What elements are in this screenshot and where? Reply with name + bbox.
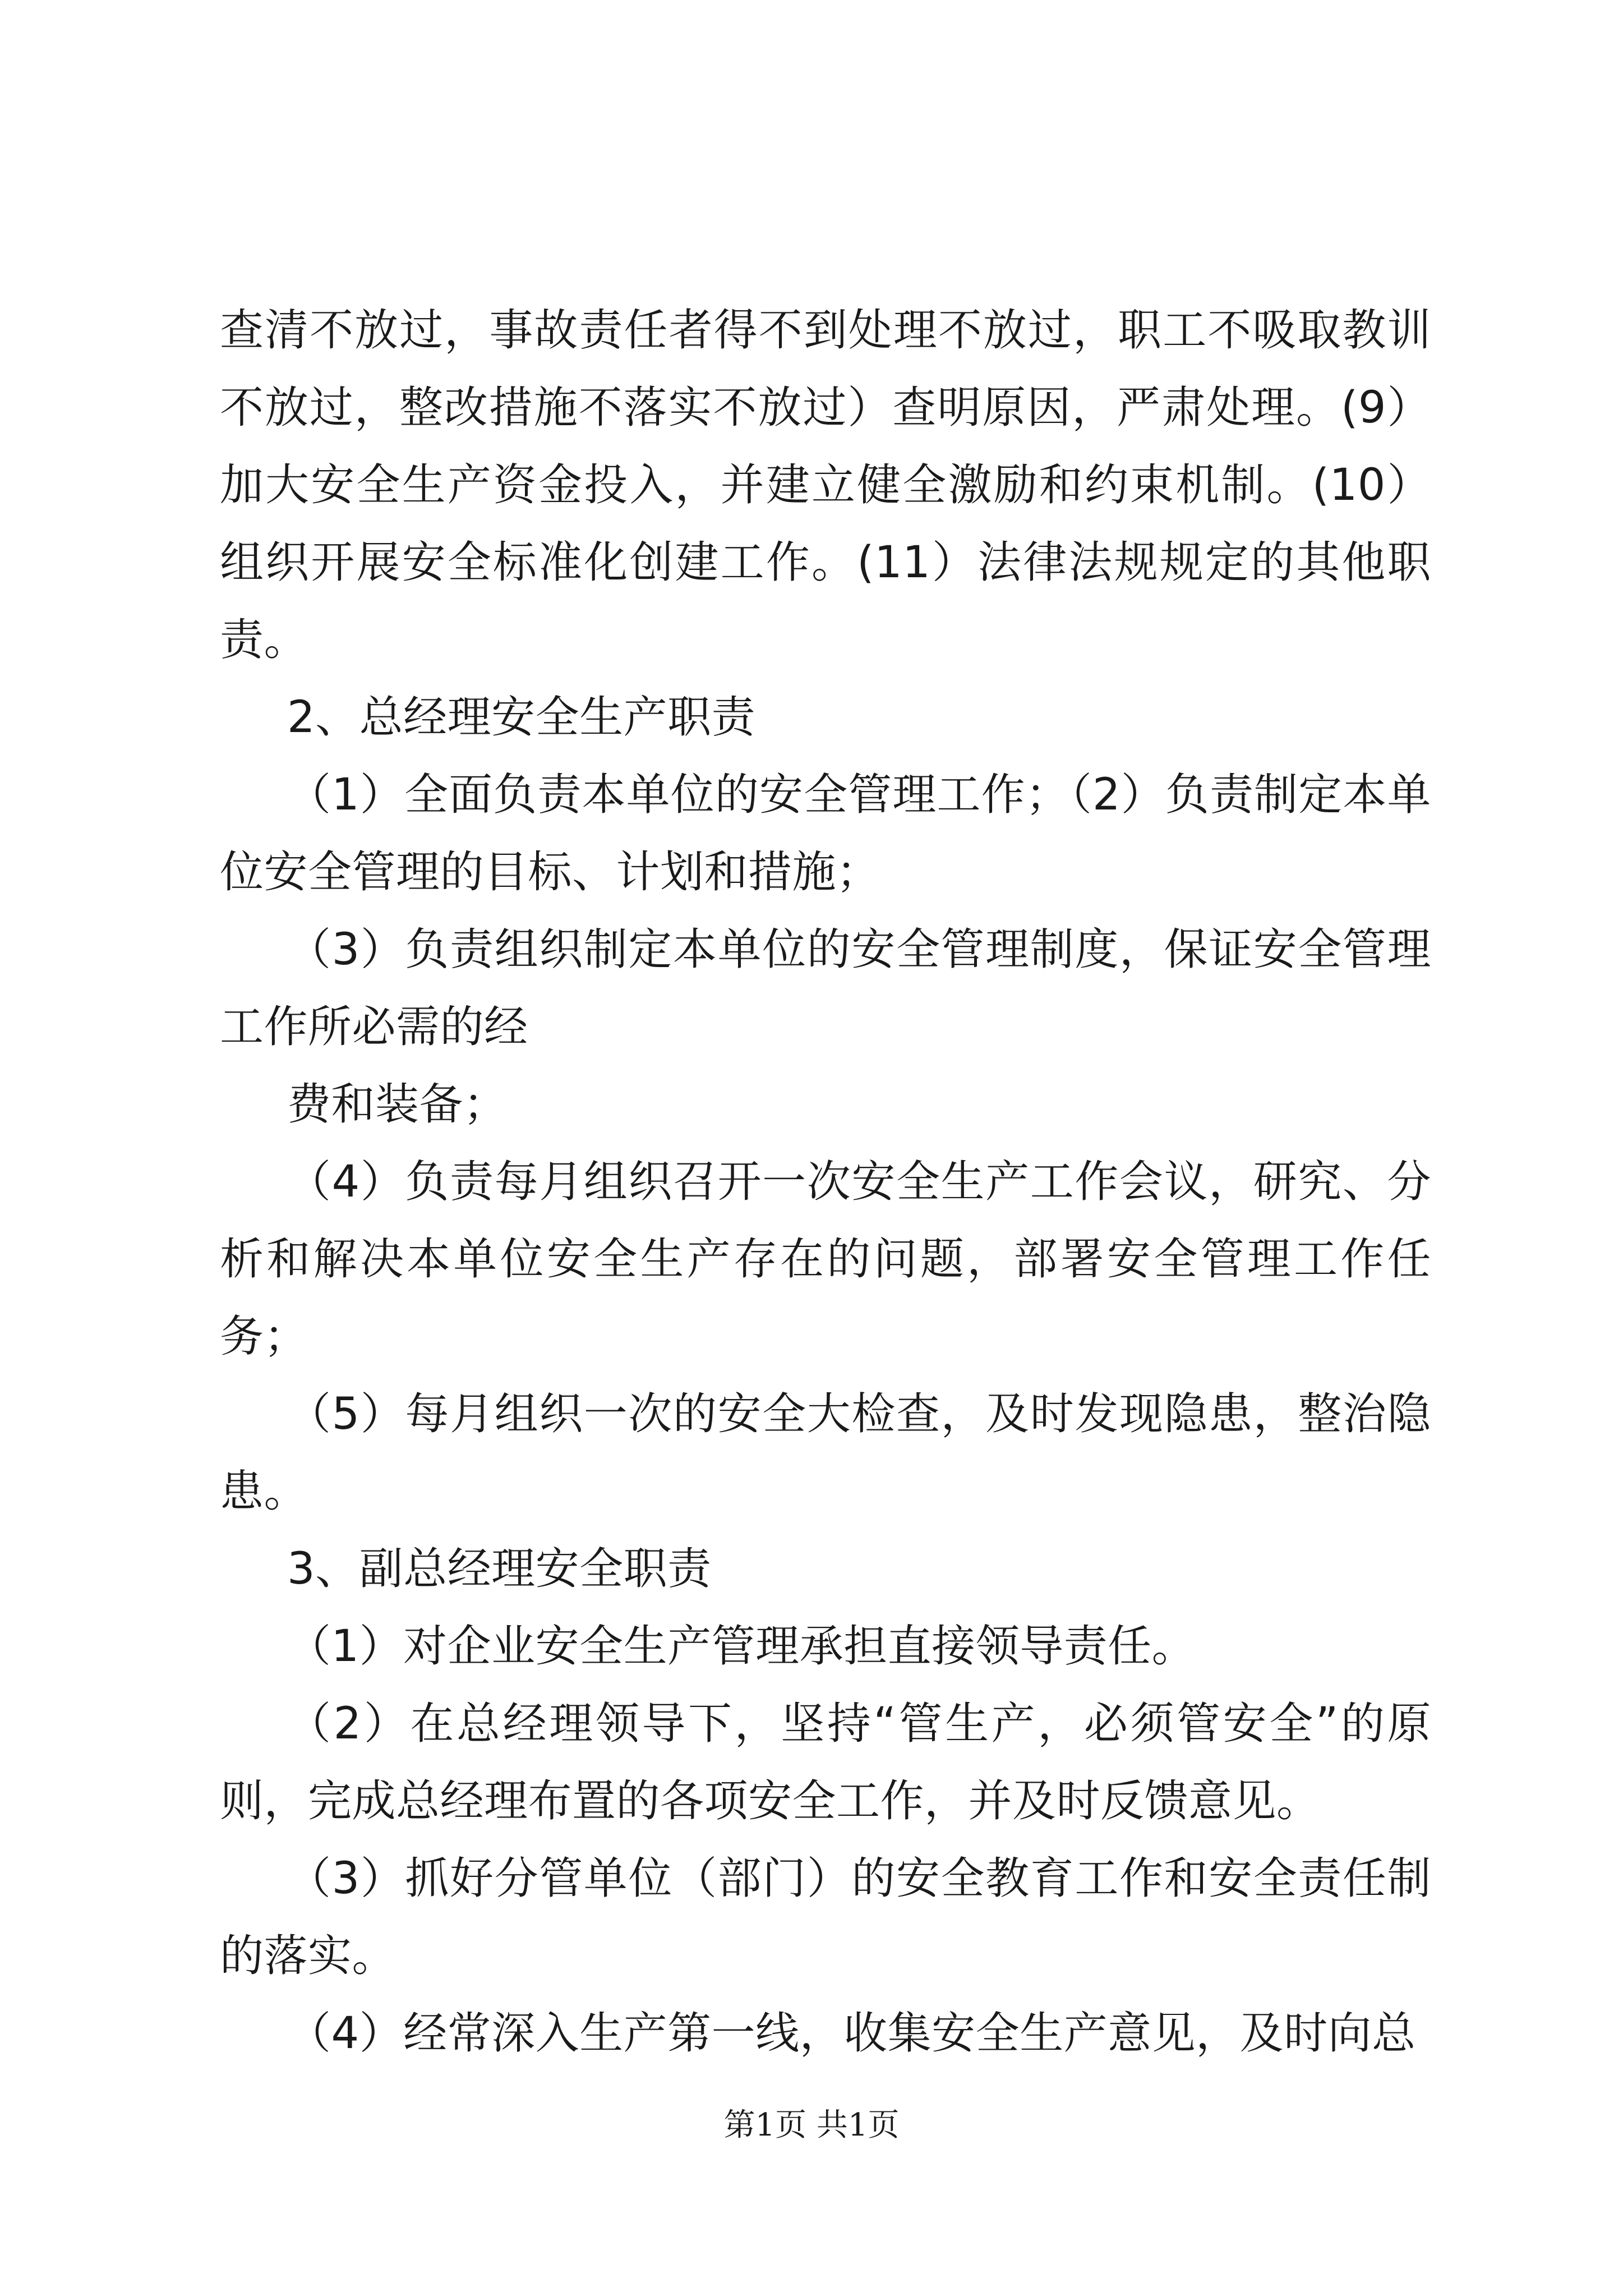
paragraph-item-5: （5）每月组织一次的安全大检查，及时发现隐患，整治隐患。 [220,1389,1431,1517]
paragraph-item-3: （3）负责组织制定本单位的安全管理制度，保证安全管理工作所必需的经 [220,924,1431,1052]
paragraph-continuation: 查清不放过，事故责任者得不到处理不放过，职工不吸取教训不放过，整改措施不落实不放过）查明原因，严肃处理。(9）加大安全生产资金投入，并建立健全激励和约束机制。(10）组织开展安全标准化创建工作。(11）法律法规规定的其他职责。 [220,305,1431,665]
section-heading-deputy-manager: 3、副总经理安全职责 [287,1544,712,1594]
page-footer: 第1页 共1页 [723,2107,900,2143]
paragraph-deputy-item-3: （3）抓好分管单位（部门）的安全教育工作和安全责任制的落实。 [220,1853,1431,1981]
section-heading-general-manager: 2、总经理安全生产职责 [287,692,756,743]
paragraph-item-4: （4）负责每月组织召开一次安全生产工作会议，研究、分析和解决本单位安全生产存在的问题，部署安全管理工作任务； [220,1157,1431,1362]
document-body [220,292,1431,2072]
paragraph-item-1-2: （1）全面负责本单位的安全管理工作；（2）负责制定本单位安全管理的目标、计划和措施； [220,770,1431,898]
paragraph-deputy-item-4: （4）经常深入生产第一线，收集安全生产意见，及时向总 [287,2008,1416,2059]
paragraph-deputy-item-1: （1）对企业安全生产管理承担直接领导责任。 [287,1621,1196,1672]
paragraph-deputy-item-2: （2）在总经理领导下，坚持“管生产，必须管安全”的原则，完成总经理布置的各项安全工作，并及时反馈意见。 [220,1699,1431,1826]
paragraph-item-3-continued: 费和装备； [287,1079,508,1130]
